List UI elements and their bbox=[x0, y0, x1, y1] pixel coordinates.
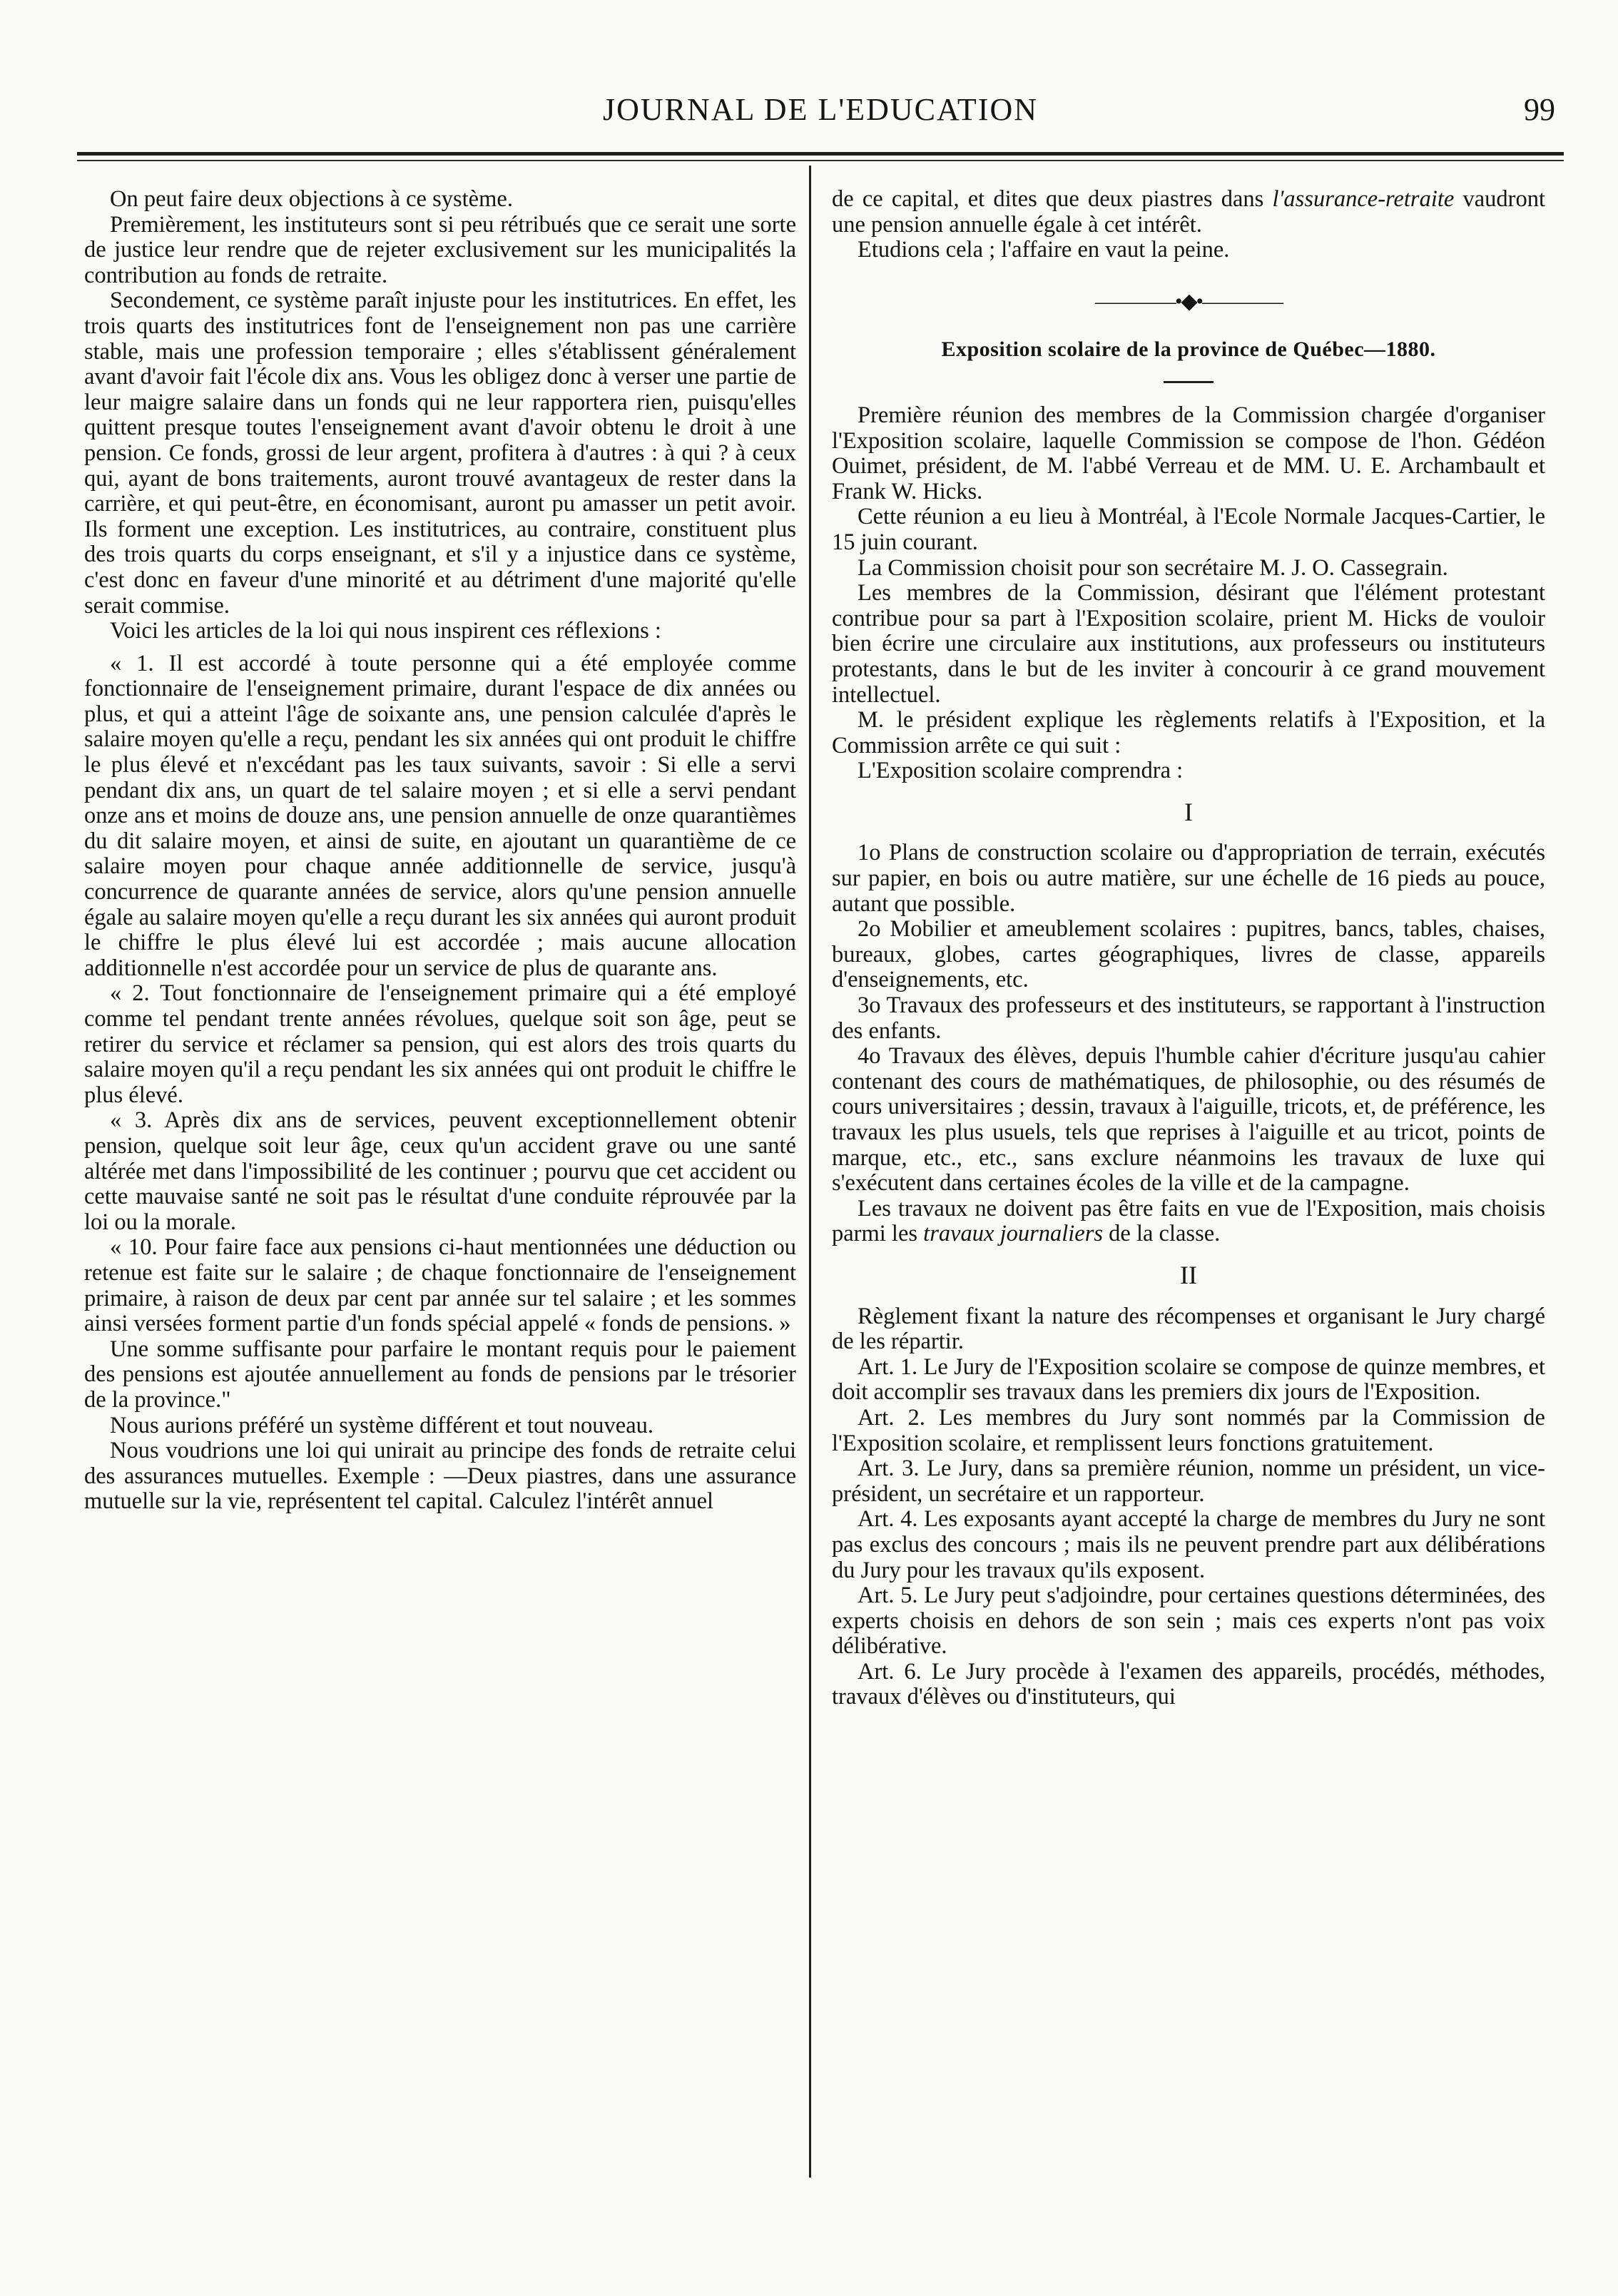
section-number-ii: II bbox=[1180, 1260, 1197, 1289]
text-run: Les travaux ne doivent pas être faits en vue de l'Exposition, mais choisis parmi les bbox=[832, 1195, 1545, 1247]
paragraph: On peut faire deux objections à ce système. bbox=[110, 186, 513, 212]
list-item: 2o Mobilier et ameublement scolaires : pupitres, bancs, tables, chaises, bureaux, globes, cartes géographiques, livres de classe, appareils d'enseignements, etc. bbox=[832, 916, 1545, 993]
paragraph: Etudions cela ; l'affaire en vaut la peine. bbox=[858, 237, 1230, 263]
list-item: 3o Travaux des professeurs et des instituteurs, se rapportant à l'instruction des enfants. bbox=[832, 992, 1545, 1044]
article: Art. 5. Le Jury peut s'adjoindre, pour certaines questions déterminées, des experts choisis en dehors de son sein ; mais ces experts n'ont pas voix délibérative. bbox=[832, 1583, 1545, 1660]
column-divider bbox=[809, 166, 811, 2178]
short-rule bbox=[1164, 381, 1214, 383]
article: Art. 4. Les exposants ayant accepté la charge de membres du Jury ne sont pas exclus des concours ; mais ils ne peuvent prendre part aux délibérations du Jury pour les travaux qu'ils exposent. bbox=[832, 1506, 1545, 1583]
page-number: 99 bbox=[1524, 92, 1555, 127]
italic-run: travaux journaliers bbox=[923, 1221, 1104, 1247]
paragraph: La Commission choisit pour son secrétaire M. J. O. Cassegrain. bbox=[858, 554, 1448, 581]
paragraph: L'Exposition scolaire comprendra : bbox=[858, 758, 1184, 784]
paragraph bbox=[832, 1197, 1545, 1247]
paragraph: Règlement fixant la nature des récompenses et organisant le Jury chargé de les répartir. bbox=[832, 1303, 1545, 1355]
paragraph: Première réunion des membres de la Commission chargée d'organiser l'Exposition scolaire, laquelle Commission se compose de l'hon. Gédéon Ouimet, président, de M. l'abbé Verreau et de MM. U. E. Archambault et Frank W. Hicks. bbox=[832, 402, 1545, 504]
law-article-2: « 2. Tout fonctionnaire de l'enseignement primaire qui a été employé comme tel pendant trente années révolues, quelque soit son âge, peut se retirer du service et réclamer sa pension, qui est alors des trois quarts du salaire moyen qu'il a reçu pendant les six années qui ont produit le chiffre le plus élevé. bbox=[84, 980, 796, 1108]
law-article-3: « 3. Après dix ans de services, peuvent exceptionnellement obtenir pension, quelque soit leur âge, ceux qu'un accident grave ou une santé altérée met dans l'impossibilité de les continuer ; pourvu que cet accident ou cette mauvaise santé ne soit pas le résultat d'une conduite réprouvée par la loi ou la morale. bbox=[84, 1107, 796, 1235]
paragraph: Nous voudrions une loi qui unirait au principe des fonds de retraite celui des assurances mutuelles. Exemple : —Deux piastres, dans une assurance mutuelle sur la vie, représentent tel capital. Calculez l'intérêt annuel bbox=[84, 1438, 796, 1515]
left-column bbox=[84, 187, 796, 1515]
law-article-10: « 10. Pour faire face aux pensions ci-haut mentionnées une déduction ou retenue est faite sur le salaire ; de chaque fonctionnaire de l'enseignement primaire, à raison de deux par cent par année sur tel salaire ; et les sommes ainsi versées forment partie d'un fonds spécial appelé « fonds de pensions. » bbox=[84, 1234, 796, 1337]
header-rule-thin bbox=[77, 160, 1564, 161]
text-run: de ce capital, et dites que deux piastres dans bbox=[832, 186, 1273, 212]
running-title: JOURNAL DE L'EDUCATION bbox=[602, 92, 1039, 127]
right-column bbox=[832, 187, 1545, 1710]
list-item: 4o Travaux des élèves, depuis l'humble cahier d'écriture jusqu'au cahier contenant des cours de mathématiques, de philosophie, ou des résumés de cours universitaires ; dessin, travaux à l'aiguille, tricots, et, de préférence, les travaux les plus usuels, tels que reprises à l'aiguille et au tricot, points de marque, etc., etc., sans exclure néanmoins les travaux de luxe qui s'exécutent dans certaines écoles de la ville et de la campagne. bbox=[832, 1043, 1545, 1197]
continued-paragraph bbox=[832, 187, 1545, 238]
section-title: Exposition scolaire de la province de Québec—1880. bbox=[941, 337, 1436, 362]
list-item: 1o Plans de construction scolaire ou d'appropriation de terrain, exécutés sur papier, en bois ou autre matière, sur une échelle de 16 pieds au pouce, autant que possible. bbox=[832, 840, 1545, 917]
article: Art. 6. Le Jury procède à l'examen des appareils, procédés, méthodes, travaux d'élèves ou d'instituteurs, qui bbox=[832, 1658, 1545, 1710]
paragraph: Les membres de la Commission, désirant que l'élément protestant contribue pour sa part à l'Exposition scolaire, prient M. Hicks de vouloir bien écrire une circulaire aux institutions, aux professeurs ou instituteurs protestants, dans le but de les inviter à concourir à ce grand mouvement intellectuel. bbox=[832, 580, 1545, 708]
page-header bbox=[78, 78, 1562, 136]
section-number-i: I bbox=[1184, 797, 1193, 826]
law-excerpt bbox=[84, 651, 796, 1413]
paragraph: Voici les articles de la loi qui nous inspirent ces réflexions : bbox=[110, 618, 661, 644]
article: Art. 3. Le Jury, dans sa première réunion, nomme un président, un vice-président, un secrétaire et un rapporteur. bbox=[832, 1456, 1545, 1507]
article: Art. 2. Les membres du Jury sont nommés par la Commission de l'Exposition scolaire, et remplissent leurs fonctions gratuitement. bbox=[832, 1404, 1545, 1456]
paragraph: Secondement, ce système paraît injuste pour les institutrices. En effet, les trois quarts des institutrices font de l'enseignement non pas une carrière stable, mais une profession temporaire ; elles s'établissent généralement avant d'avoir fait l'école dix ans. Vous les obligez donc à verser une partie de leur maigre salaire dans un fonds qui ne leur rapportera rien, puisqu'elles quittent presque toutes l'enseignement avant d'avoir obtenu le droit à une pension. Ce fonds, grossi de leur argent, profitera à d'autres : à qui ? à ceux qui, ayant de bons traitements, auront trouvé avantageux de rester dans la carrière, et qui peut-être, en économisant, auront pu amasser un petit avoir. Ils forment une exception. Les institutrices, au contraire, constituent plus des trois quarts du corps enseignant, et s'il y a injustice dans ce système, c'est donc en faveur d'une minorité et au détriment d'une majorité qu'elle serait commise. bbox=[84, 288, 796, 619]
paragraph: Nous aurions préféré un système différent et tout nouveau. bbox=[110, 1412, 654, 1438]
text-run: de la classe. bbox=[1103, 1221, 1221, 1247]
law-closing: Une somme suffisante pour parfaire le montant requis pour le paiement des pensions est ajoutée annuellement au fonds de pensions par le trésorier de la province." bbox=[84, 1336, 796, 1413]
italic-run: l'assurance-retraite bbox=[1272, 186, 1455, 212]
paragraph: M. le président explique les règlements relatifs à l'Exposition, et la Commission arrête ce qui suit : bbox=[832, 707, 1545, 758]
text-run: vaudront une pension annuelle égale à cet intérêt. bbox=[832, 186, 1545, 238]
paragraph: Premièrement, les instituteurs sont si peu rétribués que ce serait une sorte de justice leur rendre que de rejeter exclusivement sur les municipalités la contribution au fonds de retraite. bbox=[84, 211, 796, 288]
header-rule bbox=[77, 152, 1564, 156]
section-ornament: ————•◆•———— bbox=[1094, 289, 1283, 313]
paragraph: Cette réunion a eu lieu à Montréal, à l'Ecole Normale Jacques-Cartier, le 15 juin courant. bbox=[832, 504, 1545, 555]
article: Art. 1. Le Jury de l'Exposition scolaire se compose de quinze membres, et doit accomplir ses travaux dans les premiers dix jours de l'Exposition. bbox=[832, 1353, 1545, 1406]
law-article-1: « 1. Il est accordé à toute personne qui a été employée comme fonctionnaire de l'enseignement primaire, durant l'espace de dix années ou plus, et qui a atteint l'âge de soixante ans, une pension calculée d'après le salaire moyen qu'elle a reçu, pendant les six années qui ont produit le chiffre le plus élevé et n'excédant pas les taux suivants, savoir : Si elle a servi pendant dix ans, un quart de tel salaire moyen ; et si elle a servi pendant onze ans et moins de douze ans, une pension annuelle de onze quarantièmes du dit salaire moyen, et ainsi de suite, en ajoutant un quarantième de ce salaire moyen pour chaque année additionnelle de service, jusqu'à concurrence de quarante années de service, alors qu'une pension annuelle égale au salaire moyen qu'elle a reçu durant les six années qui auront produit le chiffre le plus élevé lui est accordée ; mais aucune allocation additionnelle n'est accordée pour un service de plus de quarante ans. bbox=[84, 650, 796, 981]
